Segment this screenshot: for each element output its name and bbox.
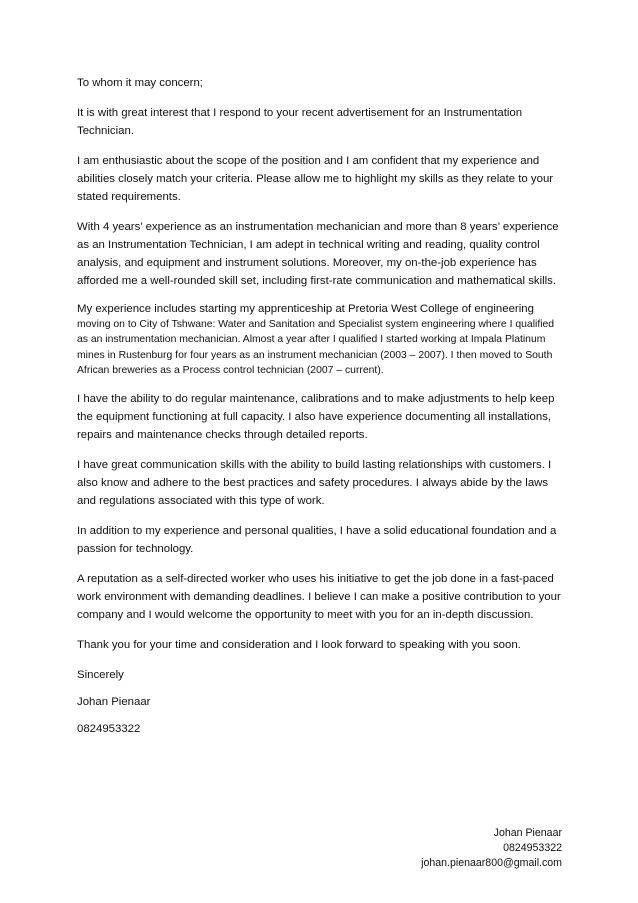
- cover-letter-body: [77, 74, 565, 747]
- communication-paragraph: I have great communication skills with the ability to build lasting relationships with customers. I also know and adhere to the best practices and safety procedures. I always abide by the laws and regulations associated with this type of work.: [77, 459, 552, 508]
- footer-email: johan.pienaar800@gmail.com: [421, 857, 562, 869]
- experience-paragraph: [77, 302, 565, 378]
- reputation-paragraph: A reputation as a self-directed worker who uses his initiative to get the job done in a fast-paced work environment with demanding deadlines. I believe I can make a positive contribution to your company and I would welcome the opportunity to meet with you for an in-depth discussion.: [77, 573, 561, 622]
- salutation: To whom it may concern;: [77, 77, 203, 89]
- signature-name: Johan Pienaar: [77, 696, 151, 709]
- experience-detail: moving on to City of Tshwane: Water and Sanitation and Specialist system engineering where I qualified as an instrumentation mechanician. Almost a year after I qualified I started working at Impala Platinum mines in Rustenburg for four years as an instrument mechanician (2003 – 2007). I then moved to South African breweries as a Process control technician (2007 – current).: [77, 319, 555, 376]
- enthusiasm-paragraph: I am enthusiastic about the scope of the position and I am confident that my experience and abilities closely match your criteria. Please allow me to highlight my skills as they relate to your stated requirements.: [77, 155, 554, 203]
- maintenance-paragraph: I have the ability to do regular maintenance, calibrations and to make adjustments to help keep the equipment functioning at full capacity. I also have experience documenting all installations, repairs and maintenance checks through detailed reports.: [77, 393, 555, 442]
- thank-you-paragraph: Thank you for your time and consideration and I look forward to speaking with you soon.: [77, 639, 521, 652]
- contact-footer: [421, 826, 562, 871]
- closing: Sincerely: [77, 669, 124, 682]
- experience-lead: My experience includes starting my apprenticeship at Pretoria West College of engineering: [77, 303, 534, 315]
- footer-phone: 0824953322: [503, 842, 562, 854]
- intro-paragraph: It is with great interest that I respond to your recent advertisement for an Instrumentation Technician.: [77, 107, 523, 137]
- qualifications-paragraph: With 4 years’ experience as an instrumentation mechanician and more than 8 years’ experience as an Instrumentation Technician, I am adept in technical writing and reading, quality control analysis, and equipment and instrument solutions. Moreover, my on-the-job experience has afforded me a well-rounded skill set, including first-rate communication and mathematical skills.: [77, 221, 559, 287]
- signature-phone: 0824953322: [77, 723, 141, 736]
- footer-name: Johan Pienaar: [493, 827, 562, 839]
- education-paragraph: In addition to my experience and personal qualities, I have a solid educational foundation and a passion for technology.: [77, 525, 557, 556]
